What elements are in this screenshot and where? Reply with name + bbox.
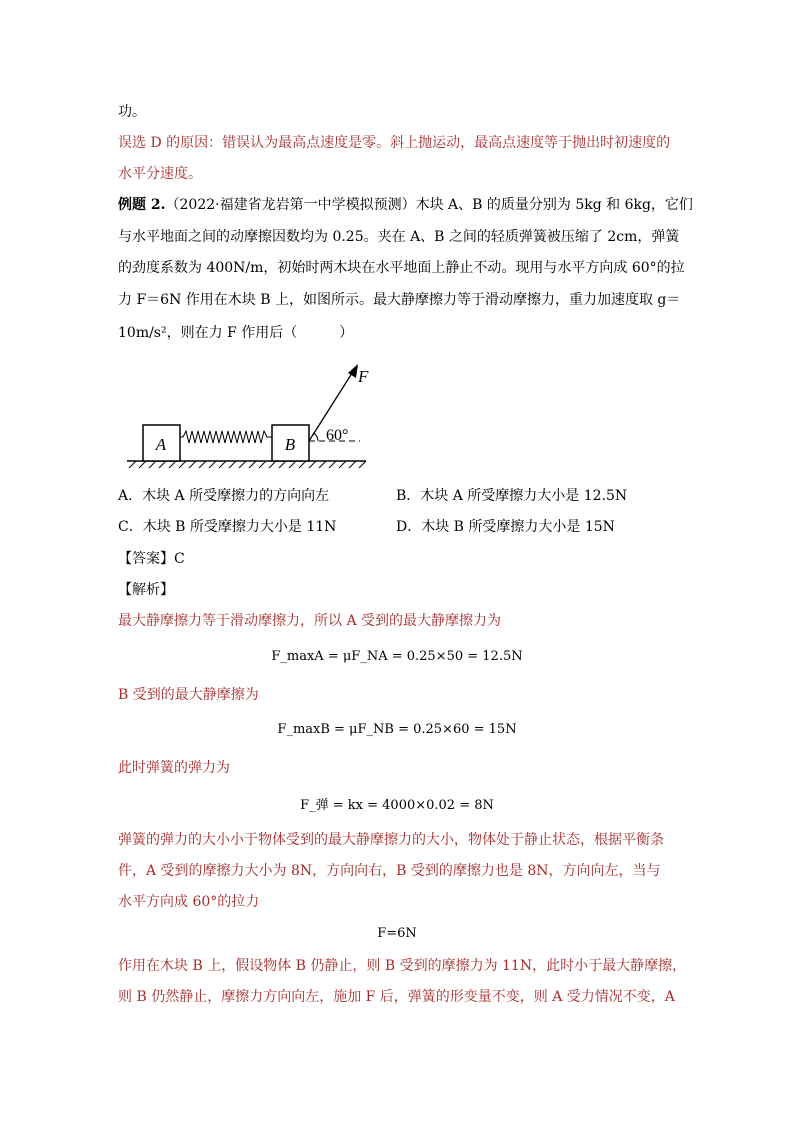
text-line-8: 10m/s²，则在力 F 作用后（ ） bbox=[118, 325, 354, 341]
example-text: （2022·福建省龙岩第一中学模拟预测）木块 A、B 的质量分别为 5kg 和 6kg，它们 bbox=[165, 197, 693, 213]
analysis-p5: 件，A 受到的摩擦力大小为 8N，方向向右，B 受到的摩擦力也是 8N，方向向左，当与 bbox=[118, 863, 661, 879]
analysis-p1: 最大静摩擦力等于滑动摩擦力，所以 A 受到的最大静摩擦力为 bbox=[118, 613, 502, 629]
ground-hatch bbox=[129, 461, 366, 468]
equation-2: F_maxB = μF_NB = 0.25×60 = 15N bbox=[277, 722, 517, 737]
analysis-p8: 则 B 仍然静止，摩擦力方向向左，施加 F 后，弹簧的形变量不变，则 A 受力情况不变，A bbox=[118, 989, 675, 1005]
text-line-3: 水平分速度。 bbox=[118, 166, 202, 182]
block-b-label: B bbox=[284, 435, 296, 454]
angle-label: 60° bbox=[326, 427, 349, 444]
text-line-1: 功。 bbox=[118, 104, 146, 120]
spring bbox=[180, 431, 272, 443]
equation-4: F=6N bbox=[377, 926, 417, 941]
text-line-2: 误选 D 的原因：错误认为最高点速度是零。斜上抛运动，最高点速度等于抛出时初速度的 bbox=[118, 135, 671, 151]
block-a-label: A bbox=[155, 435, 167, 454]
analysis-heading: 【解析】 bbox=[118, 582, 174, 598]
text-line-5: 与水平地面之间的动摩擦因数均为 0.25。夹在 A、B 之间的轻质弹簧被压缩了 2cm，弹簧 bbox=[118, 229, 680, 245]
text-line-6: 的劲度系数为 400N/m，初始时两木块在水平地面上静止不动。现用与水平方向成 60°的拉 bbox=[118, 260, 685, 276]
equation-3: F_弹 = kx = 4000×0.02 = 8N bbox=[300, 798, 494, 813]
analysis-p4: 弹簧的弹力的大小小于物体受到的最大静摩擦力的大小，物体处于静止状态，根据平衡条 bbox=[118, 832, 664, 848]
option-b: B．木块 A 所受摩擦力大小是 12.5N bbox=[396, 488, 628, 504]
answer-line: 【答案】C bbox=[118, 551, 185, 567]
equation-1: F_maxA = μF_NA = 0.25×50 = 12.5N bbox=[271, 649, 523, 664]
option-c: C．木块 B 所受摩擦力大小是 11N bbox=[118, 519, 337, 535]
option-a: A．木块 A 所受摩擦力的方向向左 bbox=[118, 488, 330, 504]
analysis-p3: 此时弹簧的弹力为 bbox=[118, 760, 230, 776]
force-label: F bbox=[358, 367, 369, 386]
example-label: 例题 2. bbox=[118, 197, 166, 213]
text-line-7: 力 F＝6N 作用在木块 B 上，如图所示。最大静摩擦力等于滑动摩擦力，重力加速度取 g＝ bbox=[118, 292, 681, 308]
analysis-p2: B 受到的最大静摩擦为 bbox=[118, 687, 259, 703]
analysis-p7: 作用在木块 B 上，假设物体 B 仍静止，则 B 受到的摩擦力为 11N，此时小于最大静摩擦， bbox=[118, 958, 687, 974]
option-d: D．木块 B 所受摩擦力大小是 15N bbox=[396, 519, 615, 535]
analysis-p6: 水平方向成 60°的拉力 bbox=[118, 894, 260, 910]
